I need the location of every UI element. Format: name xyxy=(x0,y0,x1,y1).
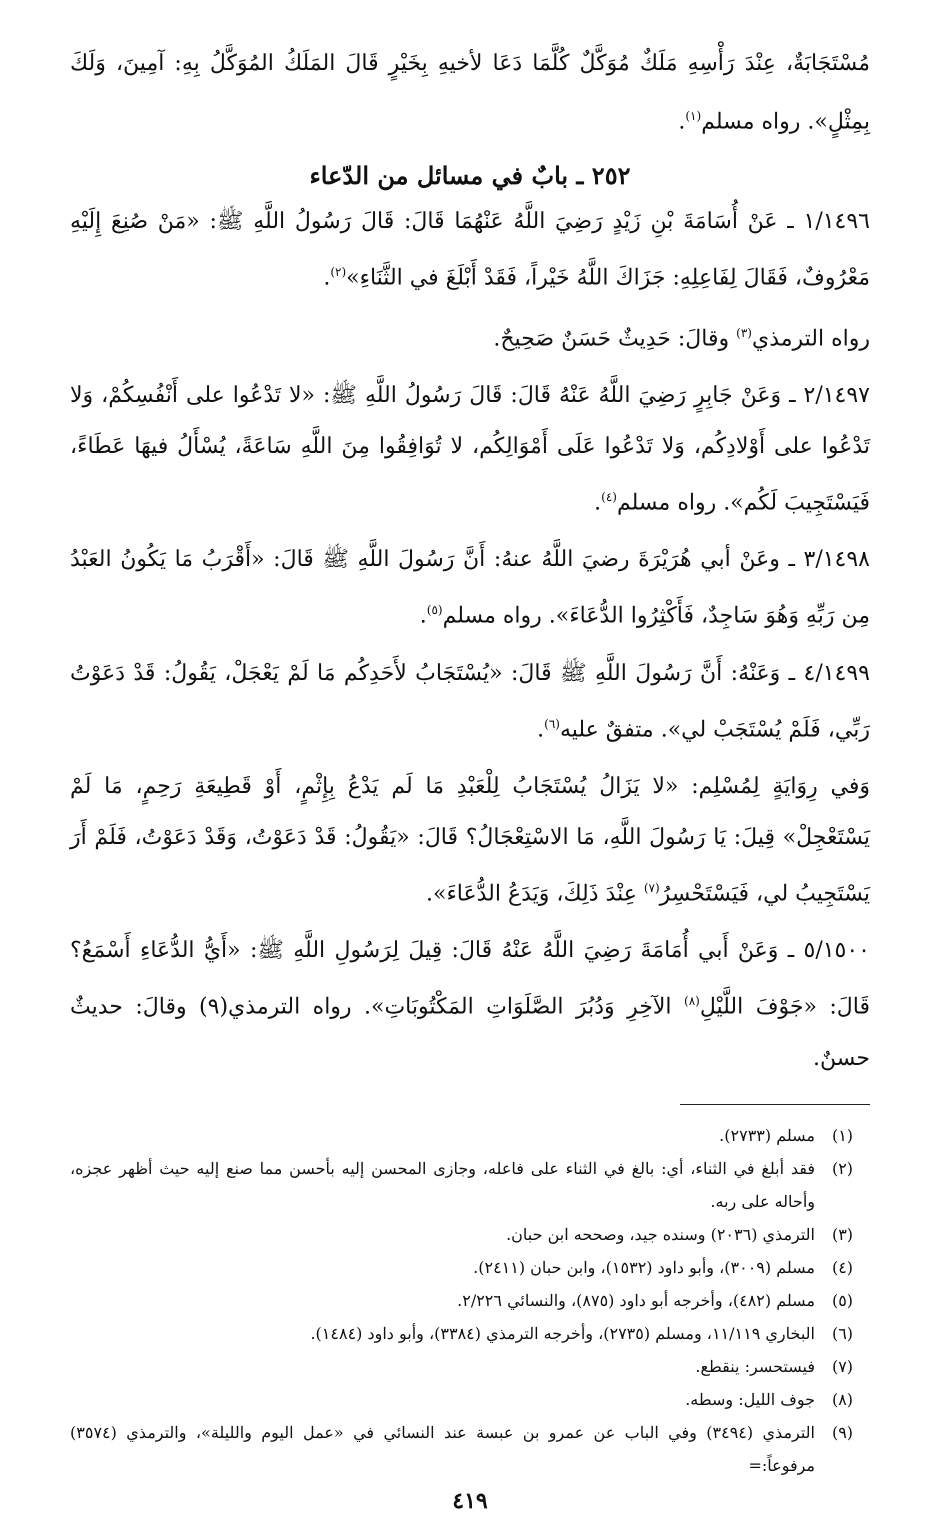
page-number: ٤١٩ xyxy=(452,1487,488,1514)
footnote-number: (٨) xyxy=(831,1389,854,1409)
hadith-end: الآخِرِ وَدُبُرَ الصَّلَوَاتِ المَكْتُوبَاتِ». رواه الترمذي(٩) وقالَ: حديثٌ حسنٌ. xyxy=(70,994,870,1071)
intro-text: مُسْتَجَابَةٌ، عِنْدَ رَأْسِهِ مَلَكٌ مُوَكَّلٌ كُلَّمَا دَعَا لأخيهِ بِخَيْرٍ قَالَ المَلَكُ المُوَكَّلُ بِهِ: آمِينَ، وَلَكَ بِمِثْلٍ». رواه مسلم xyxy=(70,51,870,135)
hadith-paragraph xyxy=(70,196,870,303)
footnote-number: (٣) xyxy=(831,1224,854,1244)
footnote-ref: (٦) xyxy=(544,716,560,731)
hadith-end: وقالَ: حَدِيثٌ حَسَنٌ صَحِيحٌ. xyxy=(493,325,737,351)
footnote-text: فقد أبلغ في الثناء، أي: بالغ في الثناء على فاعله، وجازى المحسن إليه بأحسن مما صنع إليه حيث أظهر عجزه، وأحاله على ربه. xyxy=(70,1158,815,1211)
footnote-item xyxy=(70,1416,870,1482)
hadith-text: رواه الترمذي xyxy=(751,325,870,351)
footnote-item xyxy=(70,1251,870,1284)
hadith-paragraph xyxy=(70,534,870,641)
footnote-text: مسلم (٣٠٠٩)، وأبو داود (١٥٣٢)، وابن حبان (٢٤١١). xyxy=(473,1257,815,1277)
footnote-ref: (٥) xyxy=(426,603,443,618)
footnote-ref: (٣) xyxy=(736,325,752,340)
footnote-text: الترمذي (٢٠٣٦) وسنده جيد، وصححه ابن حبان. xyxy=(506,1224,815,1244)
footnote-item xyxy=(70,1284,870,1317)
hadith-paragraph xyxy=(70,370,870,528)
footnote-text: مسلم (٢٧٣٣). xyxy=(719,1125,815,1145)
hadith-text: ٤/١٤٩٩ ـ وَعَنْهُ: أَنَّ رَسُولَ اللَّهِ ﷺ قَالَ: «يُسْتَجَابُ لأَحَدِكُم مَا لَمْ يَعْجَلْ، يَقُولُ: قَدْ دَعَوْتُ رَبِّي، فَلَمْ يُسْتَجَبْ لي». متفقٌ عليه xyxy=(70,660,870,742)
footnote-text: البخاري ١١/١١٩، ومسلم (٢٧٣٥)، وأخرجه الترمذي (٣٣٨٤)، وأبو داود (١٤٨٤). xyxy=(310,1323,815,1343)
hadith-end: . xyxy=(537,716,545,742)
footnote-separator xyxy=(680,1104,870,1105)
footnote-number: (٧) xyxy=(831,1356,854,1376)
hadith-text: ٥/١٥٠٠ ـ وَعَنْ أَبي أُمَامَةَ رَضِيَ اللَّهُ عَنْهُ قَالَ: قِيلَ لِرَسُولِ اللَّهِ ﷺ: «أَيُّ الدُّعَاءِ أَسْمَعُ؟ قَالَ: «جَوْفَ اللَّيْلِ xyxy=(70,938,871,1020)
footnote-ref: (٧) xyxy=(643,880,660,895)
footnote-ref: (٨) xyxy=(684,994,700,1009)
footnote-number: (١) xyxy=(831,1125,854,1145)
footnote-item xyxy=(70,1383,870,1416)
footnote-ref: (٤) xyxy=(601,489,617,504)
chapter-title: ٢٥٢ ـ بابٌ في مسائل من الدّعاء xyxy=(309,161,631,191)
hadith-text: وَفي رِوَايَةٍ لِمُسْلِم: «لا يَزَالُ يُسْتَجَابُ لِلْعَبْدِ مَا لَم يَدْعُ بِإِثْمٍ، أَوْ قَطِيعَةِ رَحِمٍ، مَا لَمْ يَسْتَعْجِلْ» قِيلَ: يَا رَسُولَ اللَّهِ، مَا الاسْتِعْجَالُ؟ قَالَ: «يَقُولُ: قَدْ دَعَوْتُ، وَقَدْ دَعَوْتُ، فَلَمْ أَرَ يَسْتَجِيبُ لي، فَيَسْتَحْسِرُ xyxy=(70,773,870,907)
footnote-ref: (١) xyxy=(685,109,702,123)
footnotes xyxy=(70,1119,870,1482)
footnote-text: جوف الليل: وسطه. xyxy=(685,1389,815,1409)
hadith-end: عِنْدَ ذَلِكَ، وَيَدَعُ الدُّعَاءَ». xyxy=(425,881,644,907)
footnote-item xyxy=(70,1350,870,1383)
intro-end: . xyxy=(678,109,686,135)
hadith-text: ٢/١٤٩٧ ـ وَعَنْ جَابِرٍ رَضِيَ اللَّهُ عَنْهُ قَالَ: قَالَ رَسُولُ اللَّهِ ﷺ: «لا تَدْعُوا على أَنْفُسِكُمْ، وَلا تَدْعُوا على أَوْلادِكُم، وَلا تَدْعُوا عَلَى أَمْوَالِكُم، لا تُوَافِقُوا مِنَ اللَّهِ سَاعَةً، يُسْأَلُ فيهَا عَطَاءً، فَيَسْتَجِيبَ لَكُم». رواه مسلم xyxy=(70,382,870,516)
footnote-number: (٥) xyxy=(831,1290,854,1310)
footnote-number: (٢) xyxy=(831,1158,854,1178)
footnote-item xyxy=(70,1317,870,1350)
hadith-paragraph xyxy=(70,761,870,919)
footnote-text: الترمذي (٣٤٩٤) وفي الباب عن عمرو بن عبسة عند النسائي في «عمل اليوم والليلة»، والترمذي (٣٥٧٤) مرفوعاً:= xyxy=(70,1422,816,1475)
footnote-item xyxy=(70,1218,870,1251)
hadith-end: . xyxy=(323,265,331,291)
hadith-paragraph xyxy=(70,925,870,1083)
intro-paragraph xyxy=(70,38,870,148)
hadith-end: . xyxy=(419,603,427,629)
footnote-number: (٤) xyxy=(831,1257,854,1277)
hadith-paragraph xyxy=(70,308,870,364)
hadith-paragraph xyxy=(70,648,870,755)
hadith-end: . xyxy=(594,490,602,516)
footnote-text: مسلم (٤٨٢)، وأخرجه أبو داود (٨٧٥)، والنسائي ٢/٢٢٦. xyxy=(457,1290,815,1310)
footnote-number: (٩) xyxy=(831,1422,854,1442)
footnote-item xyxy=(70,1152,870,1218)
page-body xyxy=(70,38,870,1514)
hadith-text: ١/١٤٩٦ ـ عَنْ أُسَامَةَ بْنِ زَيْدٍ رَضِيَ اللَّهُ عَنْهُمَا قَالَ: قَالَ رَسُولُ اللَّهِ ﷺ: «مَنْ صُنِعَ إِلَيْهِ مَعْرُوفٌ، فَقَالَ لِفَاعِلِهِ: جَزَاكَ اللَّهُ خَيْراً، فَقَدْ أَبْلَغَ في الثَّنَاءِ» xyxy=(70,209,870,291)
footnote-number: (٦) xyxy=(831,1323,854,1343)
hadith-text: ٣/١٤٩٨ ـ وعَنْ أبي هُرَيْرَةَ رضيَ اللَّهُ عنهُ: أَنَّ رَسُولَ اللَّهِ ﷺ قَالَ: «أَقْرَبُ مَا يَكُونُ العَبْدُ مِن رَبِّهِ وَهُوَ سَاجِدٌ، فَأَكْثِرُوا الدُّعَاءَ». رواه مسلم xyxy=(70,547,870,629)
footnote-item xyxy=(70,1119,870,1152)
footnote-ref: (٢) xyxy=(330,265,347,280)
footnote-text: فيستحسر: ينقطع. xyxy=(695,1356,815,1376)
